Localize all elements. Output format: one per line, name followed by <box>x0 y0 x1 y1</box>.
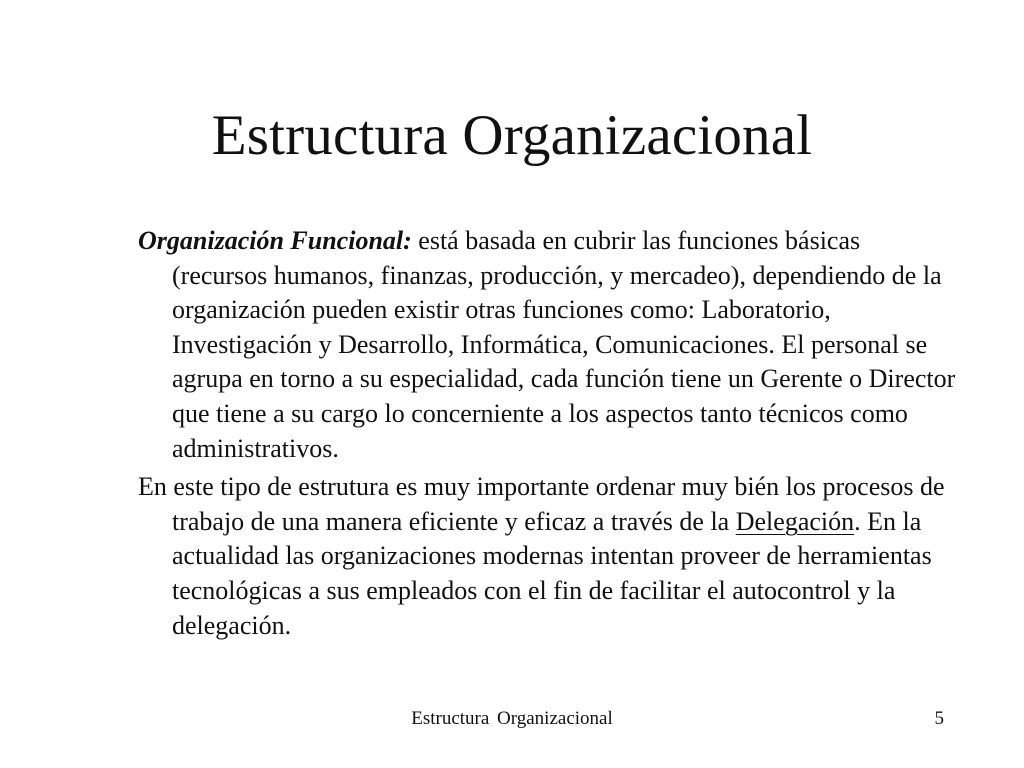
underlined-term-delegacion: Delegación <box>735 506 855 536</box>
footer-title: Estructura Organizacional <box>411 708 613 729</box>
slide-number: 5 <box>934 708 944 729</box>
paragraph-delegacion <box>138 470 958 643</box>
paragraph-2-text-after: . En la actualidad las organizaciones modernas intentan proveer de herramientas tecnológicas a sus empleados con el fin de facilitar el autocontrol y la delegación. <box>172 506 932 640</box>
paragraph-organizacion-funcional <box>138 224 958 466</box>
slide-title: Estructura Organizacional <box>211 104 813 167</box>
paragraph-1-text: está basada en cubrir las funciones básicas (recursos humanos, finanzas, producción, y mercadeo), dependiendo de la organización pueden existir otras funciones como: Laboratorio, Investigación y Desarrollo, Informática, Comunicaciones. El personal se agrupa en torno a su especialidad, cada función tiene un Gerente o Director que tiene a su cargo lo concerniente a los aspectos tanto técnicos como administrativos. <box>172 226 956 463</box>
paragraph-2-text-before: En este tipo de estrutura es muy importante ordenar muy bién los procesos de trabajo de una manera eficiente y eficaz a través de la <box>138 472 945 536</box>
term-organizacion-funcional: Organización Funcional: <box>138 226 412 255</box>
slide-body <box>138 224 958 643</box>
